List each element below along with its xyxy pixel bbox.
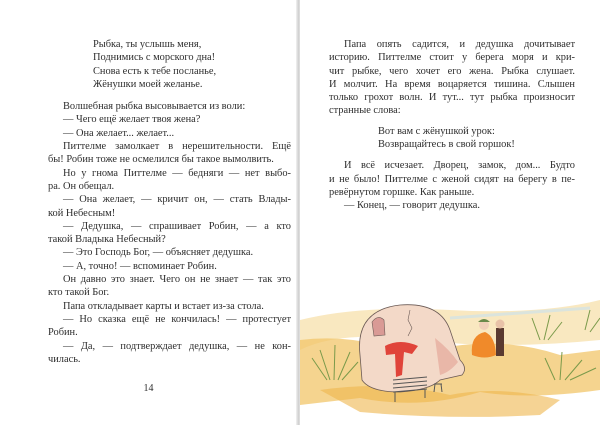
poem-line: Рыбка, ты услышь меня,: [93, 39, 202, 50]
text-line: Волшебная рыбка высовывается из воли:: [63, 101, 246, 113]
right-text-column: [329, 38, 575, 213]
text-line: Он давно это знает. Чего он не знает — так это: [63, 274, 291, 286]
text-line: — Да, — подтверждает дедушка, — не кон-: [63, 340, 291, 352]
text-line: такой Владыка Небесный?: [48, 234, 166, 246]
poem-stanza: [93, 38, 291, 91]
text-line: И молчит. На время воцаряется тишина. Слышен: [329, 78, 575, 90]
text-line: чит рыбке, чего хочет его жена. Рыбка слушает.: [329, 65, 575, 77]
text-line: ра. Он обещал.: [48, 180, 115, 192]
text-line: чилась.: [48, 353, 81, 365]
text-line: И всё исчезает. Дворец, замок, дом... Будто: [344, 160, 575, 172]
page-number: 14: [143, 383, 154, 394]
illustration-overturned-pot: [300, 280, 600, 425]
poem-line: Возвращайтесь в свой горшок!: [378, 139, 515, 151]
text-line: Питтелме замолкает в нерешительности. Ещё: [63, 141, 291, 153]
text-line: — Дедушка, — спрашивает Робин, — а кто: [63, 220, 291, 232]
left-text-column: [48, 38, 291, 366]
left-page: [0, 0, 297, 425]
poem-line: Снова есть к тебе посланье,: [93, 65, 217, 77]
text-line: — А, точно! — вспоминает Робин.: [63, 260, 217, 272]
text-line: только грохот волн. И тут... тут рыбка произносит: [329, 92, 575, 104]
text-line: — Она желает... желает...: [63, 127, 175, 139]
text-line: Папа откладывает карты и встает из-за стола.: [63, 300, 264, 312]
text-line: — Но сказка ещё не кончилась! — протестует: [63, 313, 291, 325]
text-line: историю. Питтелме стоит у берега моря и кри-: [329, 52, 575, 64]
text-line: — Она желает, — кричит он, — стать Влады-: [63, 194, 291, 206]
text-line: Но у гнома Питтелме — бедняги — нет выбо-: [63, 167, 291, 179]
text-line: бы! Робин тоже не осмелился бы такое вымолвить.: [48, 154, 274, 166]
poem-line: Жёнушки моей желанье.: [93, 78, 203, 90]
text-line: — Это Господь Бог, — объясняет дедушка.: [63, 247, 254, 259]
text-line: и не было! Питтелме с женой сидят на берегу в пе-: [329, 173, 575, 185]
text-line: ревёрнутом горшке. Как раньше.: [329, 186, 475, 198]
text-line: Папа опять садится, и дедушка дочитывает: [344, 39, 575, 50]
poem-stanza: [378, 125, 575, 152]
poem-line: Вот вам с жёнушкой урок:: [378, 125, 495, 137]
text-line: — Чего ещё желает твоя жена?: [63, 114, 201, 126]
text-line: кой Небесным!: [48, 207, 116, 219]
text-line: кто такой Бог.: [48, 287, 110, 299]
text-line: Робин.: [48, 327, 78, 339]
text-line: — Конец, — говорит дедушка.: [344, 200, 480, 212]
text-line: странные слова:: [329, 105, 401, 117]
poem-line: Поднимись с морского дна!: [93, 52, 216, 64]
